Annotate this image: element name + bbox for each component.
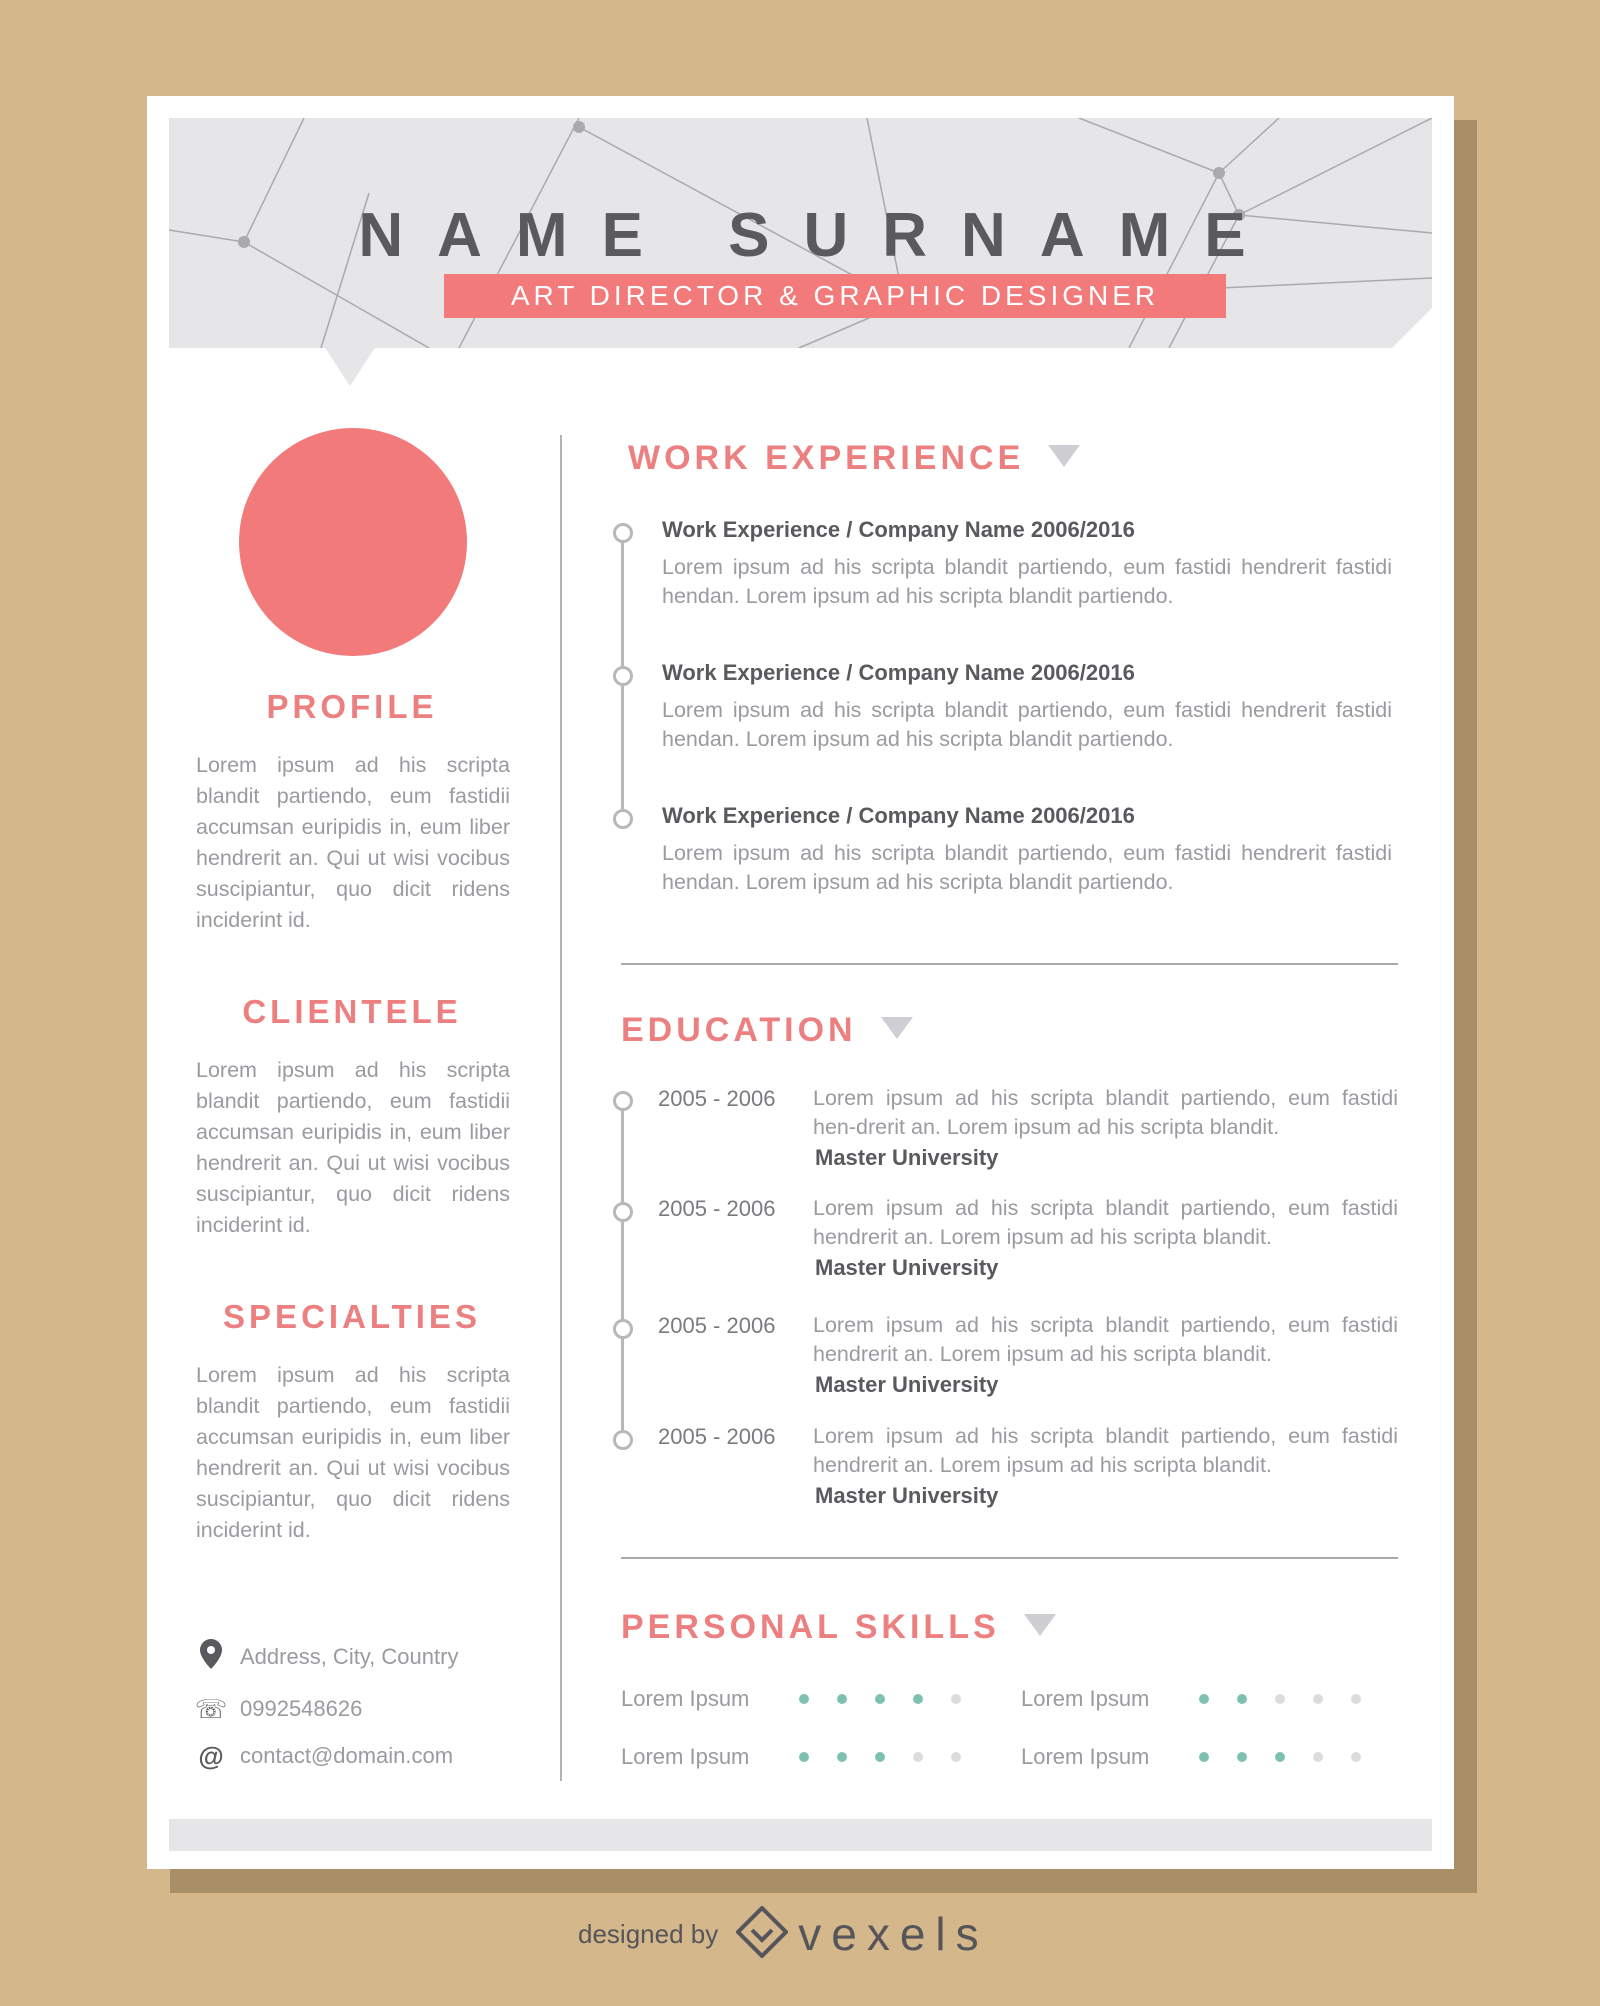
education-school-2: Master University [815, 1255, 999, 1280]
triangle-down-icon [1048, 445, 1080, 467]
timeline-dot [613, 1202, 633, 1222]
skill-dot-filled [1275, 1752, 1285, 1762]
clientele-heading: CLIENTELE [242, 993, 462, 1030]
education-description-3: Lorem ipsum ad his scripta blandit partiendo, eum fastidi hendrerit an. Lorem ipsum ad his scripta blandit. [813, 1313, 1398, 1366]
skill-dot-filled [1199, 1752, 1209, 1762]
skill-dot-filled [837, 1752, 847, 1762]
phone-text[interactable]: 0992548626 [240, 1696, 363, 1721]
job-description-2: Lorem ipsum ad his scripta blandit partiendo, eum fastidi hendrerit fastidi hendan. Lorem ipsum ad his scripta blandit partiendo. [662, 698, 1392, 751]
column-divider [560, 435, 562, 1781]
clientele-text: Lorem ipsum ad his scripta blandit partiendo, eum fastidii accumsan euripidis in, eum liber hendrerit an. Qui ut wisi vocibus suscipiantur, quo dicit ridens inciderint id. [196, 1058, 510, 1237]
vexels-logo-icon [736, 1906, 788, 1963]
skill-item-2 [1021, 1684, 1389, 1714]
triangle-down-icon [1024, 1614, 1056, 1636]
timeline-dot [613, 1091, 633, 1111]
skill-dot-filled [1237, 1694, 1247, 1704]
job-title-3: Work Experience / Company Name 2006/2016 [662, 803, 1135, 828]
timeline-dot [613, 809, 633, 829]
skill-item-1 [621, 1684, 989, 1714]
skill-label: Lorem Ipsum [1021, 1686, 1150, 1711]
section-divider [621, 963, 1398, 965]
timeline-dot [613, 523, 633, 543]
education-years-2: 2005 - 2006 [658, 1196, 776, 1221]
skill-dot-filled [837, 1694, 847, 1704]
skill-dot-filled [1237, 1752, 1247, 1762]
skill-dot-empty [1351, 1694, 1361, 1704]
education-years-4: 2005 - 2006 [658, 1424, 776, 1449]
education-description-4: Lorem ipsum ad his scripta blandit partiendo, eum fastidi hendrerit an. Lorem ipsum ad his scripta blandit. [813, 1424, 1398, 1477]
skill-dot-filled [799, 1694, 809, 1704]
footer-bar [169, 1819, 1432, 1851]
education-timeline-line [621, 1104, 624, 1442]
job-title-2: Work Experience / Company Name 2006/2016 [662, 660, 1135, 685]
address-text: Address, City, Country [240, 1644, 459, 1669]
contact-address [194, 1641, 458, 1673]
header-pointer [324, 346, 376, 386]
education-description-1: Lorem ipsum ad his scripta blandit partiendo, eum fastidi hen-drerit an. Lorem ipsum ad his scripta blandit. [813, 1086, 1398, 1139]
email-text[interactable]: contact@domain.com [240, 1743, 454, 1768]
header-banner [169, 118, 1432, 348]
education-school-3: Master University [815, 1372, 999, 1397]
resume-page [147, 96, 1454, 1869]
at-sign-icon: @ [198, 1740, 224, 1771]
education-school-1: Master University [815, 1145, 999, 1170]
job-description-3: Lorem ipsum ad his scripta blandit partiendo, eum fastidi hendrerit fastidi hendan. Lorem ipsum ad his scripta blandit partiendo. [662, 841, 1392, 894]
skill-dot-empty [1275, 1694, 1285, 1704]
designer-credit [578, 1904, 989, 1964]
full-name: NAME SURNAME [358, 201, 1280, 270]
job-description-1: Lorem ipsum ad his scripta blandit partiendo, eum fastidi hendrerit fastidi hendan. Lorem ipsum ad his scripta blandit partiendo. [662, 555, 1392, 608]
education-description-2: Lorem ipsum ad his scripta blandit partiendo, eum fastidi hendrerit an. Lorem ipsum ad his scripta blandit. [813, 1196, 1398, 1249]
skill-item-3 [621, 1742, 989, 1772]
profile-text: Lorem ipsum ad his scripta blandit partiendo, eum fastidii accumsan euripidis in, eum liber hendrerit an. Qui ut wisi vocibus suscipiantur, quo dicit ridens inciderint id. [196, 753, 510, 932]
skill-dot-filled [1199, 1694, 1209, 1704]
skill-dot-empty [1313, 1694, 1323, 1704]
skill-dot-empty [951, 1752, 961, 1762]
education-years-1: 2005 - 2006 [658, 1086, 776, 1111]
skill-dot-empty [1313, 1752, 1323, 1762]
skill-item-4 [1021, 1742, 1389, 1772]
profile-heading: PROFILE [266, 688, 438, 725]
vexels-brand: vexels [798, 1908, 989, 1960]
education-title: EDUCATION [621, 1011, 857, 1049]
skill-dot-empty [1351, 1752, 1361, 1762]
location-pin-icon [194, 1639, 228, 1676]
specialties-heading: SPECIALTIES [223, 1298, 481, 1335]
skill-label: Lorem Ipsum [1021, 1744, 1150, 1769]
skill-rating [1199, 1694, 1389, 1704]
timeline-dot [613, 666, 633, 686]
skill-dot-filled [875, 1694, 885, 1704]
skill-dot-empty [951, 1694, 961, 1704]
role-banner [444, 274, 1226, 318]
designed-by-text: designed by [578, 1918, 719, 1949]
skill-dot-filled [875, 1752, 885, 1762]
job-title-1: Work Experience / Company Name 2006/2016 [662, 517, 1135, 542]
triangle-down-icon [881, 1017, 913, 1039]
section-divider [621, 1557, 1398, 1559]
job-title: ART DIRECTOR & GRAPHIC DESIGNER [510, 280, 1160, 311]
skill-label: Lorem Ipsum [621, 1686, 750, 1711]
skill-dot-filled [913, 1694, 923, 1704]
skill-rating [1199, 1752, 1389, 1762]
work-experience-title: WORK EXPERIENCE [628, 439, 1025, 477]
telephone-icon: ☏ [194, 1693, 228, 1724]
specialties-text: Lorem ipsum ad his scripta blandit partiendo, eum fastidii accumsan euripidis in, eum liber hendrerit an. Qui ut wisi vocibus suscipiantur, quo dicit ridens inciderint id. [196, 1363, 510, 1542]
education-heading [621, 1011, 913, 1050]
timeline-dot [613, 1319, 633, 1339]
education-school-4: Master University [815, 1483, 999, 1508]
skill-rating [799, 1752, 989, 1762]
timeline-dot [613, 1430, 633, 1450]
contact-email [194, 1740, 453, 1772]
skill-dot-empty [913, 1752, 923, 1762]
skill-dot-filled [799, 1752, 809, 1762]
education-years-3: 2005 - 2006 [658, 1313, 776, 1338]
work-experience-heading [628, 439, 1080, 478]
contact-phone [194, 1693, 362, 1725]
personal-skills-title: PERSONAL SKILLS [621, 1608, 1000, 1646]
skill-rating [799, 1694, 989, 1704]
profile-photo-placeholder [239, 428, 467, 656]
skill-label: Lorem Ipsum [621, 1744, 750, 1769]
personal-skills-heading [621, 1608, 1056, 1647]
